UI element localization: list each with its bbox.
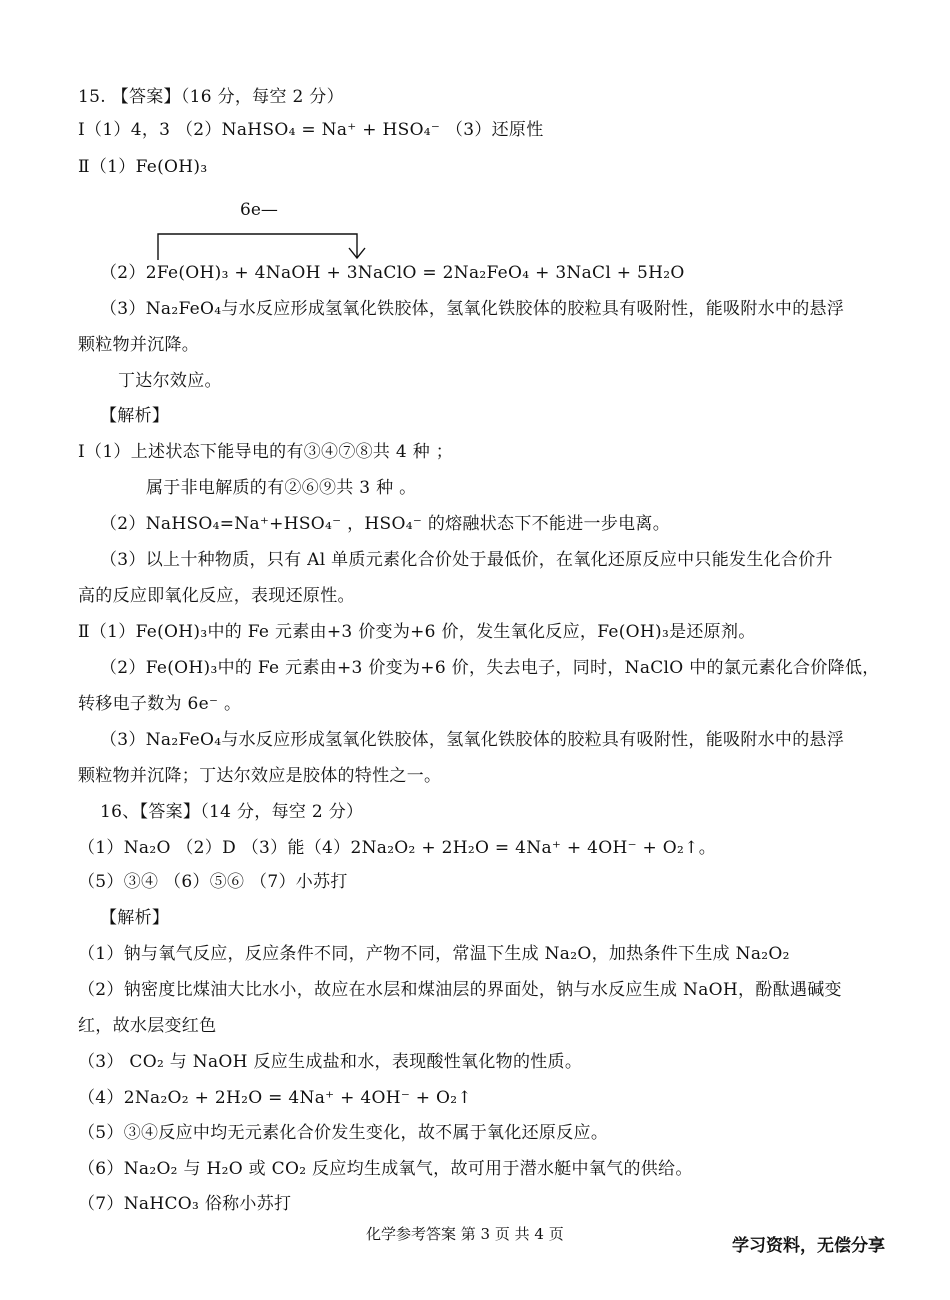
electron-transfer-arrow	[150, 198, 410, 268]
text-line: （5）③④反应中均无元素化合价发生变化，故不属于氧化还原反应。	[78, 1123, 609, 1143]
text-line: 高的反应即氧化反应，表现还原性。	[78, 586, 355, 606]
text-line: （2）钠密度比煤油大比水小，故应在水层和煤油层的界面处，钠与水反应生成 NaOH，酚酞遇碱变	[78, 980, 842, 1000]
text-line: 颗粒物并沉降。	[78, 335, 200, 355]
electron-count-label: 6e—	[240, 200, 278, 220]
text-line: （2）NaHSO₄=Na⁺+HSO₄⁻ ，HSO₄⁻ 的熔融状态下不能进一步电离。	[100, 514, 671, 534]
text-line: （1）钠与氧气反应，反应条件不同，产物不同，常温下生成 Na₂O，加热条件下生成 Na₂O₂	[78, 944, 790, 964]
text-line: 【解析】	[100, 406, 170, 426]
text-line: 颗粒物并沉降；丁达尔效应是胶体的特性之一。	[78, 766, 442, 786]
text-line: 转移电子数为 6e⁻ 。	[78, 694, 242, 714]
text-line: （2）2Fe(OH)₃ + 4NaOH + 3NaClO = 2Na₂FeO₄ + 3NaCl + 5H₂O	[100, 263, 685, 283]
text-line: 16、【答案】（14 分，每空 2 分）	[100, 802, 364, 822]
text-line: （3）Na₂FeO₄与水反应形成氢氧化铁胶体，氢氧化铁胶体的胶粒具有吸附性，能吸附水中的悬浮	[100, 299, 845, 319]
text-line: （1）Na₂O （2）D （3）能（4）2Na₂O₂ + 2H₂O = 4Na⁺ + 4OH⁻ + O₂↑。	[78, 838, 717, 858]
share-watermark: 学习资料，无偿分享	[732, 1236, 885, 1256]
electron-transfer-diagram	[150, 198, 410, 268]
text-line: （4）2Na₂O₂ + 2H₂O = 4Na⁺ + 4OH⁻ + O₂↑	[78, 1088, 472, 1108]
text-line: 属于非电解质的有②⑥⑨共 3 种 。	[146, 478, 417, 498]
text-line: Ⅰ（1）上述状态下能导电的有③④⑦⑧共 4 种 ；	[78, 442, 454, 462]
text-line: （7）NaHCO₃ 俗称小苏打	[78, 1194, 292, 1214]
text-line: （5）③④ （6）⑤⑥ （7）小苏打	[78, 872, 348, 892]
text-line: Ⅱ（1）Fe(OH)₃中的 Fe 元素由+3 价变为+6 价，发生氧化反应，Fe(OH)₃是还原剂。	[78, 622, 756, 642]
text-line: Ⅱ（1）Fe(OH)₃	[78, 157, 208, 177]
text-line: （3）Na₂FeO₄与水反应形成氢氧化铁胶体，氢氧化铁胶体的胶粒具有吸附性，能吸附水中的悬浮	[100, 730, 845, 750]
text-line: （3） CO₂ 与 NaOH 反应生成盐和水，表现酸性氧化物的性质。	[78, 1052, 583, 1072]
text-line: 【解析】	[100, 908, 170, 928]
page-number-label: 化学参考答案 第 3 页 共 4 页	[366, 1225, 564, 1243]
text-line: （3）以上十种物质，只有 Al 单质元素化合价处于最低价，在氧化还原反应中只能发生化合价升	[100, 550, 833, 570]
text-line: 15. 【答案】（16 分，每空 2 分）	[78, 87, 344, 107]
text-line: 红，故水层变红色	[78, 1016, 217, 1036]
text-line: （6）Na₂O₂ 与 H₂O 或 CO₂ 反应均生成氧气，故可用于潜水艇中氧气的供给。	[78, 1159, 693, 1179]
text-line: 丁达尔效应。	[118, 371, 222, 391]
text-line: （2）Fe(OH)₃中的 Fe 元素由+3 价变为+6 价，失去电子，同时，NaClO 中的氯元素化合价降低，	[100, 658, 880, 678]
text-line: Ⅰ（1）4，3 （2）NaHSO₄ = Na⁺ + HSO₄⁻ （3）还原性	[78, 120, 544, 140]
